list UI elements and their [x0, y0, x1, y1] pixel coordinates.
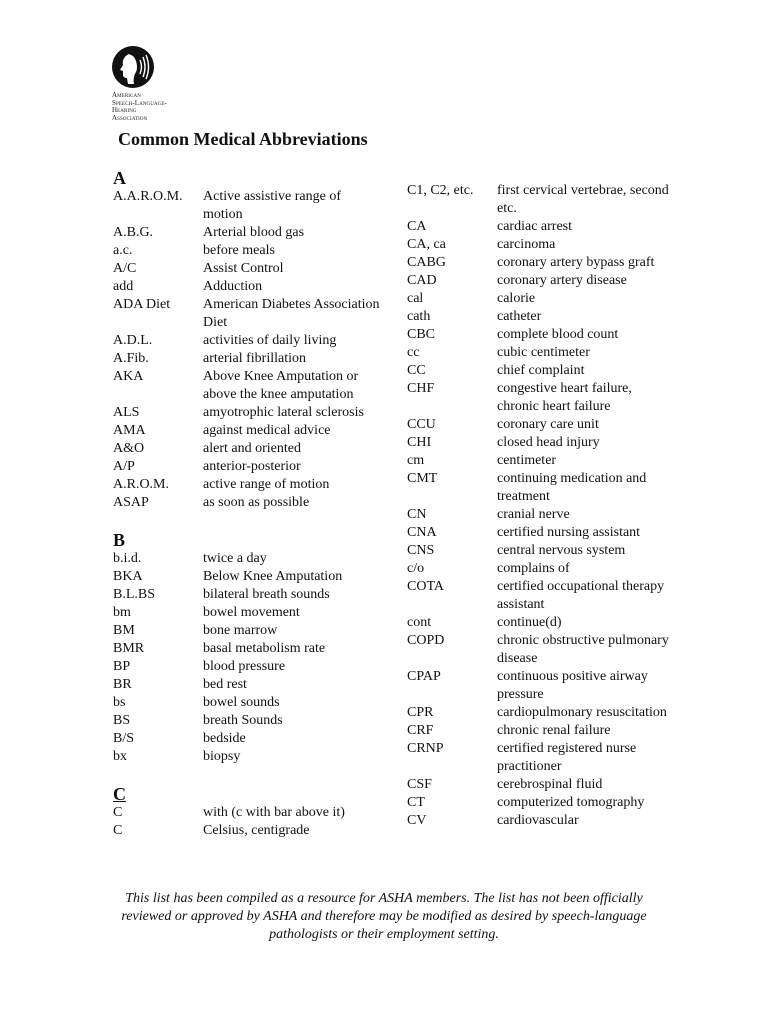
- abbreviation-meaning: bedside: [203, 731, 246, 746]
- abbreviation: CNS: [407, 543, 435, 558]
- abbreviation-entry: [407, 740, 677, 776]
- abbreviation-meaning: Arterial blood gas: [203, 225, 305, 240]
- abbreviation-meaning: coronary artery bypass graft: [497, 255, 655, 270]
- abbreviation-meaning: central nervous system: [497, 543, 626, 558]
- right-column: [407, 182, 677, 830]
- abbreviation-entry: [407, 668, 677, 704]
- abbreviation: CBC: [407, 327, 436, 342]
- abbreviation-entry: [407, 812, 677, 830]
- abbreviation-meaning: Adduction: [203, 279, 263, 294]
- abbreviation: CAD: [407, 273, 437, 288]
- abbreviation: cont: [407, 615, 432, 630]
- abbreviation: BMR: [113, 641, 145, 656]
- abbreviation: A.R.O.M.: [113, 477, 170, 492]
- abbreviation-meaning: activities of daily living: [203, 333, 337, 348]
- abbreviation-entry: [113, 694, 383, 712]
- abbreviation: cc: [407, 345, 420, 360]
- abbreviation-entry: [407, 776, 677, 794]
- section-letter: B: [113, 530, 126, 550]
- abbreviation-entry: [113, 822, 383, 840]
- abbreviation-meaning: cardiovascular: [497, 813, 579, 828]
- abbreviation: CHF: [407, 381, 435, 396]
- abbreviation: CPR: [407, 705, 434, 720]
- abbreviation-entry: [113, 622, 383, 640]
- abbreviation-meaning: continuous positive airway pressure: [497, 669, 648, 702]
- abbreviation-entry: [113, 730, 383, 748]
- abbreviation-entry: [407, 254, 677, 272]
- abbreviation-meaning: blood pressure: [203, 659, 286, 674]
- abbreviation-meaning: cardiac arrest: [497, 219, 572, 234]
- abbreviation-entry: [407, 560, 677, 578]
- abbreviation-meaning: cranial nerve: [497, 507, 570, 522]
- abbreviation: BS: [113, 713, 131, 728]
- abbreviation-meaning: bone marrow: [203, 623, 278, 638]
- abbreviation: C1, C2, etc.: [407, 183, 474, 198]
- abbreviation-meaning: complete blood count: [497, 327, 619, 342]
- abbreviation-meaning: closed head injury: [497, 435, 600, 450]
- abbreviation: B/S: [113, 731, 135, 746]
- abbreviation: CHI: [407, 435, 432, 450]
- abbreviation-entry: [113, 350, 383, 368]
- abbreviation-meaning: coronary artery disease: [497, 273, 627, 288]
- abbreviation-meaning: bowel movement: [203, 605, 300, 620]
- section-letter: C: [113, 784, 126, 804]
- logo-line: Association: [112, 113, 148, 122]
- abbreviation-entry: [407, 182, 677, 218]
- abbreviation-entry: [113, 586, 383, 604]
- abbreviation-meaning: bowel sounds: [203, 695, 280, 710]
- abbreviation-entry: [407, 308, 677, 326]
- abbreviation: bm: [113, 605, 131, 620]
- abbreviation-entry: [407, 614, 677, 632]
- abbreviation: BKA: [113, 569, 143, 584]
- abbreviation: cm: [407, 453, 425, 468]
- abbreviation-meaning: Celsius, centigrade: [203, 823, 310, 838]
- abbreviation-meaning: coronary care unit: [497, 417, 599, 432]
- abbreviation: B.L.BS: [113, 587, 156, 602]
- abbreviation-entry: [113, 476, 383, 494]
- abbreviation-entry: [407, 542, 677, 560]
- abbreviation-entry: [407, 326, 677, 344]
- abbreviation: ADA Diet: [113, 297, 171, 312]
- abbreviation: bs: [113, 695, 126, 710]
- abbreviation: CABG: [407, 255, 446, 270]
- abbreviation-meaning: American Diabetes Association Diet: [203, 297, 380, 330]
- abbreviation-meaning: computerized tomography: [497, 795, 645, 810]
- logo-line: American: [112, 91, 141, 99]
- abbreviation: b.i.d.: [113, 551, 142, 566]
- abbreviation-entry: [407, 704, 677, 722]
- abbreviation-entry: [407, 470, 677, 506]
- abbreviation-entry: [407, 290, 677, 308]
- abbreviation-meaning: as soon as possible: [203, 495, 310, 510]
- abbreviation-entry: [113, 712, 383, 730]
- abbreviation-meaning: congestive heart failure, chronic heart failure: [497, 381, 632, 414]
- abbreviation-meaning: cubic centimeter: [497, 345, 590, 360]
- abbreviation: c/o: [407, 561, 425, 576]
- abbreviation: bx: [113, 749, 127, 764]
- section-letter: A: [113, 168, 126, 188]
- abbreviation-entry: [407, 524, 677, 542]
- abbreviation: AKA: [113, 369, 144, 384]
- abbreviation-meaning: bed rest: [203, 677, 247, 692]
- abbreviation-meaning: twice a day: [203, 551, 267, 566]
- abbreviation-entry: [113, 296, 383, 332]
- abbreviation-meaning: cardiopulmonary resuscitation: [497, 705, 667, 720]
- abbreviation-entry: [407, 362, 677, 380]
- abbreviation: CRF: [407, 723, 434, 738]
- abbreviation-entry: [113, 422, 383, 440]
- abbreviation-entry: [407, 506, 677, 524]
- abbreviation-entry: [407, 272, 677, 290]
- abbreviation-meaning: anterior-posterior: [203, 459, 301, 474]
- abbreviation-meaning: chief complaint: [497, 363, 585, 378]
- abbreviation: CMT: [407, 471, 438, 486]
- asha-logo: [112, 46, 182, 122]
- abbreviation-entry: [113, 440, 383, 458]
- abbreviation-meaning: active range of motion: [203, 477, 330, 492]
- abbreviation: C: [113, 805, 123, 820]
- abbreviation-entry: [407, 236, 677, 254]
- abbreviation: BM: [113, 623, 135, 638]
- abbreviation-entry: [113, 640, 383, 658]
- abbreviation-meaning: complains of: [497, 561, 570, 576]
- abbreviation: CNA: [407, 525, 437, 540]
- abbreviation: BP: [113, 659, 131, 674]
- abbreviation: CC: [407, 363, 426, 378]
- abbreviation: ASAP: [113, 495, 149, 510]
- abbreviation-entry: [113, 332, 383, 350]
- abbreviation: add: [113, 279, 134, 294]
- abbreviation: CRNP: [407, 741, 444, 756]
- abbreviation-meaning: biopsy: [203, 749, 241, 764]
- abbreviation-meaning: certified registered nurse practitioner: [497, 741, 637, 774]
- abbreviation-meaning: Above Knee Amputation or above the knee amputation: [203, 369, 359, 402]
- abbreviation-entry: [407, 578, 677, 614]
- disclaimer: This list has been compiled as a resource for ASHA members. The list has not been officially reviewed or approved by ASHA and therefore may be modified as desired by speech-language pathologists or their employment setting.: [121, 891, 647, 942]
- abbreviation-entry: [113, 278, 383, 296]
- abbreviation: BR: [113, 677, 132, 692]
- abbreviation-entry: [407, 452, 677, 470]
- abbreviation-meaning: bilateral breath sounds: [203, 587, 330, 602]
- abbreviation-entry: [113, 676, 383, 694]
- abbreviation-entry: [407, 794, 677, 812]
- abbreviation: A.B.G.: [113, 225, 154, 240]
- abbreviation-entry: [407, 380, 677, 416]
- logo-line: Speech-Language-: [112, 98, 167, 107]
- abbreviation-entry: [113, 242, 383, 260]
- abbreviation-entry: [113, 748, 383, 766]
- abbreviation: CA: [407, 219, 427, 234]
- abbreviation-meaning: certified nursing assistant: [497, 525, 641, 540]
- abbreviation-entry: [113, 568, 383, 586]
- abbreviation: A/P: [113, 459, 135, 474]
- abbreviation: CCU: [407, 417, 436, 432]
- abbreviation-entry: [407, 632, 677, 668]
- abbreviation-meaning: catheter: [497, 309, 542, 324]
- abbreviation-meaning: cerebrospinal fluid: [497, 777, 603, 792]
- abbreviation-meaning: against medical advice: [203, 423, 331, 438]
- abbreviation-entry: [113, 550, 383, 568]
- abbreviation-meaning: centimeter: [497, 453, 557, 468]
- abbreviation-meaning: before meals: [203, 243, 275, 258]
- abbreviation-meaning: Active assistive range of motion: [203, 189, 342, 222]
- abbreviation-meaning: with (c with bar above it): [203, 805, 345, 820]
- abbreviation-entry: [113, 368, 383, 404]
- abbreviation: cal: [407, 291, 424, 306]
- abbreviation: CT: [407, 795, 425, 810]
- abbreviation-meaning: arterial fibrillation: [203, 351, 307, 366]
- abbreviation-entry: [407, 416, 677, 434]
- abbreviation-meaning: basal metabolism rate: [203, 641, 326, 656]
- left-column: [113, 168, 383, 840]
- abbreviation-entry: [113, 494, 383, 512]
- abbreviation: COTA: [407, 579, 444, 594]
- abbreviation: A/C: [113, 261, 137, 276]
- abbreviation-meaning: chronic obstructive pulmonary disease: [497, 633, 669, 666]
- abbreviation: CV: [407, 813, 427, 828]
- abbreviation-entry: [113, 404, 383, 422]
- abbreviation: CSF: [407, 777, 432, 792]
- abbreviation-entry: [113, 188, 383, 224]
- abbreviation: CA, ca: [407, 237, 446, 252]
- abbreviation-meaning: Below Knee Amputation: [203, 569, 343, 584]
- abbreviation: A.Fib.: [113, 351, 149, 366]
- abbreviation-meaning: carcinoma: [497, 237, 556, 252]
- abbreviation-entry: [407, 722, 677, 740]
- abbreviation-entry: [113, 804, 383, 822]
- abbreviation-meaning: amyotrophic lateral sclerosis: [203, 405, 364, 420]
- abbreviation-meaning: continuing medication and treatment: [497, 471, 647, 504]
- abbreviation-meaning: breath Sounds: [203, 713, 283, 728]
- abbreviation: AMA: [113, 423, 146, 438]
- abbreviation-entry: [113, 224, 383, 242]
- abbreviation: A.D.L.: [113, 333, 153, 348]
- abbreviation-meaning: chronic renal failure: [497, 723, 611, 738]
- abbreviation-meaning: alert and oriented: [203, 441, 301, 456]
- abbreviation-meaning: continue(d): [497, 615, 562, 630]
- abbreviation-meaning: first cervical vertebrae, second etc.: [497, 183, 669, 216]
- abbreviation-entry: [113, 260, 383, 278]
- abbreviation-entry: [113, 604, 383, 622]
- asha-logo-icon: [112, 46, 156, 90]
- abbreviation-entry: [113, 458, 383, 476]
- document-title: Common Medical Abbreviations: [118, 129, 368, 149]
- abbreviation: C: [113, 823, 123, 838]
- abbreviation-entry: [113, 658, 383, 676]
- abbreviation-entry: [407, 434, 677, 452]
- abbreviation-meaning: Assist Control: [203, 261, 284, 276]
- logo-line: Hearing: [112, 106, 137, 114]
- abbreviation: ALS: [113, 405, 140, 420]
- abbreviation: COPD: [407, 633, 445, 648]
- abbreviation: CN: [407, 507, 427, 522]
- abbreviation: A&O: [113, 441, 145, 456]
- abbreviation-meaning: calorie: [497, 291, 536, 306]
- abbreviation: A.A.R.O.M.: [113, 189, 183, 204]
- abbreviation: cath: [407, 309, 431, 324]
- abbreviation-entry: [407, 218, 677, 236]
- abbreviation-meaning: certified occupational therapy assistant: [497, 579, 665, 612]
- abbreviation: CPAP: [407, 669, 441, 684]
- abbreviation-entry: [407, 344, 677, 362]
- abbreviation: a.c.: [113, 243, 133, 258]
